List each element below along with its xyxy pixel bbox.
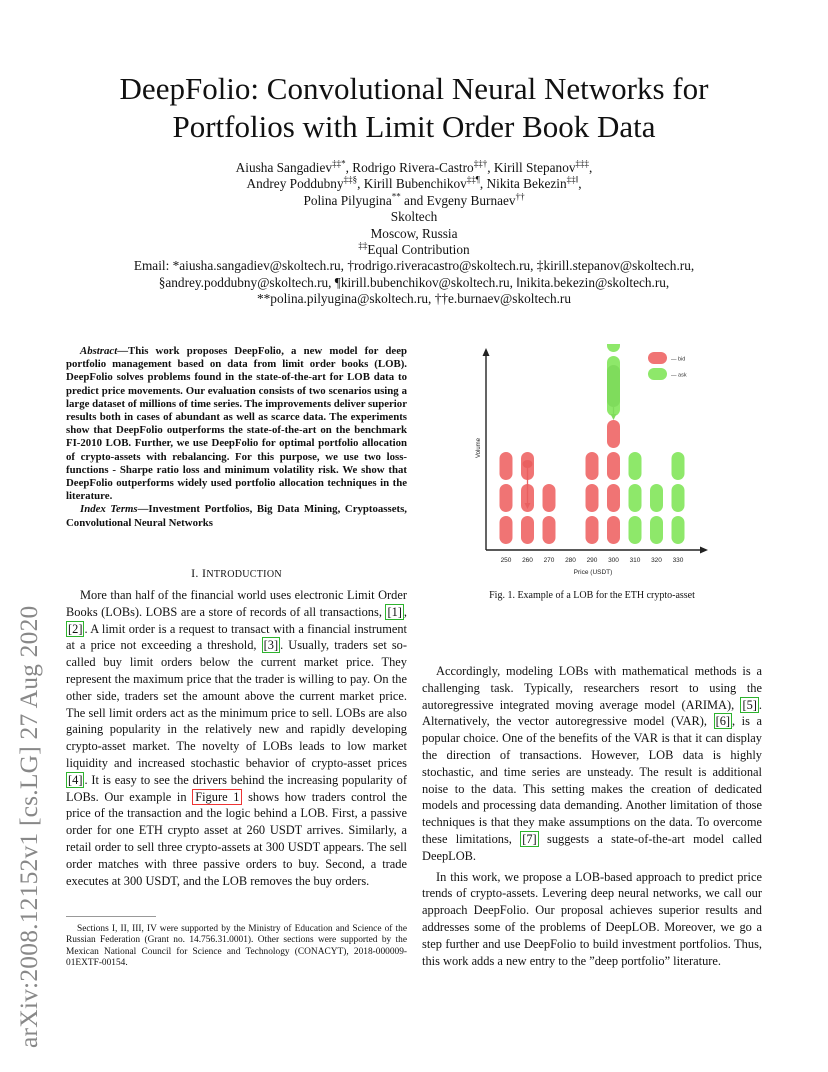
y-axis-arrow (483, 348, 490, 356)
author-line-3: Polina Pilyugina** and Evgeny Burnaev†† (303, 191, 525, 208)
bid-order-bar (500, 516, 513, 544)
citation-link[interactable]: [7] (522, 831, 537, 846)
figure-link[interactable]: Figure 1 (192, 789, 242, 805)
chart-ticks (501, 557, 684, 564)
index-terms-label: Index Terms (80, 503, 138, 516)
affiliation: Skoltech (390, 209, 438, 225)
bid-order-bar (543, 484, 556, 512)
bid-order-bar (521, 516, 534, 544)
legend-bid-swatch (648, 352, 667, 364)
location: Moscow, Russia (370, 225, 458, 241)
author-line-1: Aiusha Sangadiev‡‡*, Rodrigo Rivera-Castro‡‡†, Kirill Stepanov‡‡‡, (235, 158, 593, 175)
bid-order-bar (586, 452, 599, 480)
x-axis-arrow (700, 547, 708, 554)
bid-order-bar (607, 484, 620, 512)
citation-link[interactable]: [3] (263, 638, 279, 653)
introduction-paragraph: More than half of the financial world uses electronic Limit Order Books (LOBs). LOBS are a store of records of all transactions, [1] , [2] . A limit order is a request to transact with a financial instrument at a price not exceeding a threshold, [3] . Usually, traders set so-called buy limit orders below the current market price. They represent the maximum price that the trader is willing to pay. On the other side, traders set the amount above the current market price. The sell limit orders act as the minimum price to sell. LOBs are also gaining popularity in the relatively new and rapidly developing crypto-asset market. The novelty of LOBs leads to low market liquidity and increased stochastic behavior of crypto-asset prices [4] . It is easy to see the drivers behind the increasing popularity of LOBs. Our example in Figure 1 shows how traders control the price of the transaction and the logic behind a LOB. First, a passive order for one ETH crypto asset at 260 USDT arrives. Similarly, a retail order to sell three crypto-assets at 300 USDT appears. The sell order matches with three passive orders to buy. Second, a trade executes at 300 USDT, and the LOB removes the buy orders. (66, 588, 408, 888)
citation-link[interactable]: [5] (742, 697, 757, 712)
x-axis-label: Price (USDT) (573, 569, 613, 576)
ask-order-bar (607, 344, 620, 352)
bid-order-bar (543, 516, 556, 544)
email-line-3: **polina.pilyugina@skoltech.ru, ††e.burnaev@skoltech.ru (257, 291, 571, 307)
index-terms-text: —Investment Portfolios, Big Data Mining, Cryptoassets, Convolutional Neural Networks (66, 503, 407, 529)
paper-title (0, 70, 828, 146)
citation-link[interactable]: [6] (715, 714, 731, 729)
email-line-1: Email: *aiusha.sangadiev@skoltech.ru, †rodrigo.riveracastro@skoltech.ru, ‡kirill.stepanov@skoltech.ru, (133, 258, 695, 274)
figure-caption: Fig. 1. Example of a LOB for the ETH crypto-asset (489, 590, 695, 601)
bid-order-bar (586, 484, 599, 512)
x-tick-label: 250 (500, 557, 512, 564)
title-line-2: Portfolios with Limit Order Book Data (172, 109, 656, 144)
bid-order-bar (607, 452, 620, 480)
bid-order-bar (586, 516, 599, 544)
x-tick-label: 260 (522, 557, 533, 564)
chart-legend (648, 352, 687, 380)
citation-link[interactable]: [1] (387, 604, 402, 619)
x-tick-label: 330 (672, 557, 684, 564)
incoming-ask-arrowhead (611, 414, 617, 420)
ask-order-bar (672, 452, 685, 480)
author-line-2: Andrey Poddubny‡‡§, Kirill Bubenchikov‡‡¶, Nikita Bekezin‡‡‖, (246, 174, 582, 192)
ask-order-bar (650, 516, 663, 544)
lob-chart (468, 344, 712, 582)
ask-order-bar (629, 484, 642, 512)
right-column-text: Accordingly, modeling LOBs with mathematical methods is a challenging task. Typically, researchers resort to using the autoregressive integrated moving average model (ARIMA), [5] . Alternatively, the vector autoregressive model (VAR), [6] , is a popular choice. One of the benefits of the VAR is that it can display the direction of transactions. However, LOB data is highly stochastic, and time series are unsteady. The result is additional noise to the data. This setting makes the creation of dedicated models and processing data demanding. Another limitation of those techniques is that they make assumptions on the data. To overcome these limitations, [7] suggests a state-of-the-art model called DeepLOB. In this work, we propose a LOB-based approach to predict price trends of crypto-assets. Levering deep neural networks, we call our approach DeepFolio. Our proposal achieves superior results and addresses some of the problems of DeepLOB. Moreover, we go a step further and use DeepFolio to build investment portfolios. Thus, this work adds a new entry to the ”deep portfolio” literature. (422, 664, 762, 968)
title-line-1: DeepFolio: Convolutional Neural Networks for (119, 71, 709, 106)
ask-order-bar (672, 484, 685, 512)
bid-order-bar (607, 420, 620, 448)
equal-contribution: ‡‡Equal Contribution (358, 240, 470, 258)
x-tick-label: 270 (543, 557, 555, 564)
citation-link[interactable]: [4] (68, 772, 83, 787)
x-tick-label: 320 (651, 557, 662, 564)
legend-ask-label: — ask (671, 372, 687, 379)
ask-order-bar (629, 452, 642, 480)
ask-order-bar (629, 516, 642, 544)
bid-order-bar (607, 516, 620, 544)
author-block (0, 160, 828, 308)
footnote-rule (66, 916, 156, 917)
bid-order-bar (500, 452, 513, 480)
legend-ask-swatch (648, 368, 667, 380)
section-heading: I. INTRODUCTION (191, 566, 282, 580)
x-tick-label: 280 (565, 557, 576, 564)
abstract-label: Abstract (80, 345, 118, 357)
legend-bid-label: — bid (671, 356, 686, 363)
bid-order-bar (500, 484, 513, 512)
x-tick-label: 300 (608, 557, 619, 564)
citation-link[interactable]: [2] (68, 621, 83, 636)
ask-order-bar (672, 516, 685, 544)
incoming-bid-marker (523, 460, 533, 468)
y-axis-label: Volume (476, 437, 482, 459)
ask-order-bar (650, 484, 663, 512)
footnote: Sections I, II, III, IV were supported by the Ministry of Education and Science of the Russian Federation (Grant no. 14.756.31.0001). Other sections were supported by the Mexican National Council for Science and Technology (CONACYT), 2018-000009-01EXTF-00154. (66, 924, 407, 970)
x-tick-label: 310 (629, 557, 641, 564)
abstract-text: —This work proposes DeepFolio, a new model for deep portfolio management based on data from limit order books (LOB). DeepFolio solves problems found in the state-of-the-art for LOB data to predict price movements. Our evaluation consists of two scenarios using a large dataset of millions of time series. The improvements deliver superior results both in cases of abundant as well as scarce data. The experiments show that DeepFolio outperforms the state-of-the-art on the benchmark FI-2010 LOB. Further, we use DeepFolio for optimal portfolio allocation of crypto-assets with rebalancing. For this purpose, we use two loss-functions - Sharpe ratio loss and minimum volatility risk. We show that DeepFolio outperforms widely used portfolio allocation techniques in the literature. (66, 345, 407, 503)
abstract (66, 345, 407, 530)
x-tick-label: 290 (586, 557, 598, 564)
email-line-2: §andrey.poddubny@skoltech.ru, ¶kirill.bubenchikov@skoltech.ru, ‖nikita.bekezin@skoltech.ru, (158, 274, 670, 290)
incoming-ask-marker (607, 365, 620, 407)
